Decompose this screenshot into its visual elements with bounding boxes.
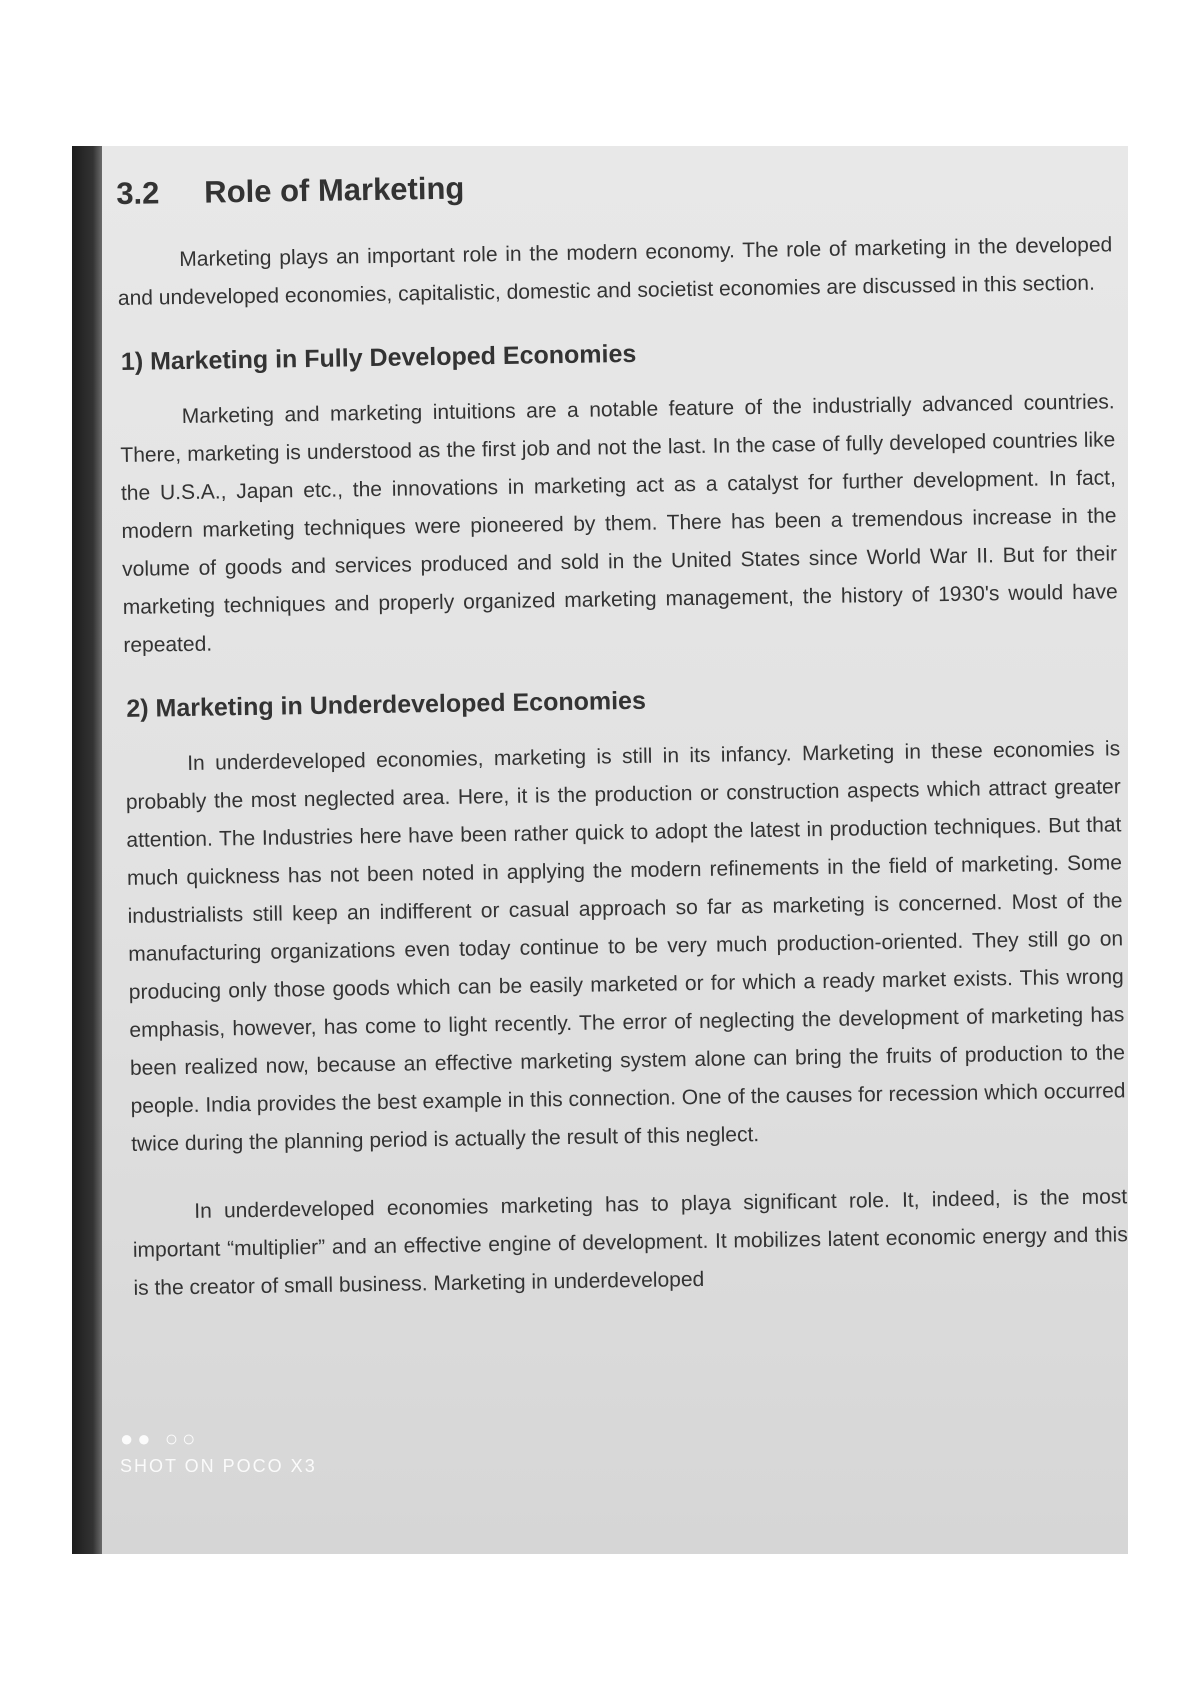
camera-watermark [120,1426,317,1477]
page-content [116,160,1128,1337]
subheading-underdeveloped: 2) Marketing in Underdeveloped Economies [126,686,647,723]
book-binding-shadow [72,146,102,1554]
section-title [116,160,1111,212]
camera-watermark-text: SHOT ON POCO X3 [120,1456,317,1476]
section-title-text: Role of Marketing [203,170,465,210]
subheading-developed: 1) Marketing in Fully Developed Economies [120,339,637,376]
section-number: 3.2 [116,175,160,211]
underdeveloped-paragraph-2: In underdeveloped economies marketing has to playa significant role. It, indeed, is the most important “multiplier” and an effective engine of development. It mobilizes latent economic energy and this is the creator of small business. Marketing in underdeveloped [132,1185,1128,1300]
page-photo [72,146,1128,1554]
developed-paragraph: Marketing and marketing intuitions are a notable feature of the industrially advanced countries. There, marketing is understood as the first job and not the last. In the case of fully developed countries like the U.S.A., Japan etc., the innovations in marketing act as a catalyst for further development. In fact, modern marketing techniques were pioneered by them. There has been a tremendous increase in the volume of goods and services produced and sold in the United States since World War II. But for their marketing techniques and properly organized marketing management, the history of 1930's would have repeated. [120,390,1118,657]
underdeveloped-paragraph-1: In underdeveloped economies, marketing is still in its infancy. Marketing in these economies is probably the most neglected area. Here, it is the production or construction aspects which attract greater attention. The Industries here have been rather quick to adopt the latest in production techniques. But that much quickness has not been noted in applying the modern refinements in the field of marketing. Some industrialists still keep an indifferent or casual approach so far as marketing is concerned. Most of the manufacturing organizations even today continue to be very much production-oriented. They still go on producing only those goods which can be easily marketed or for which a ready market exists. This wrong emphasis, however, has come to light recently. The error of neglecting the development of marketing has been realized now, because an effective marketing system alone can bring the fruits of production to the people. India provides the best example in this connection. One of the causes for recession which occurred twice during the planning period is actually the result of this neglect. [125,737,1126,1156]
intro-paragraph: Marketing plays an important role in the modern economy. The role of marketing in the developed and undeveloped economies, capitalistic, domestic and societist economies are discussed in this section. [117,233,1113,310]
camera-logo-dots: ●● ○○ [120,1426,200,1451]
